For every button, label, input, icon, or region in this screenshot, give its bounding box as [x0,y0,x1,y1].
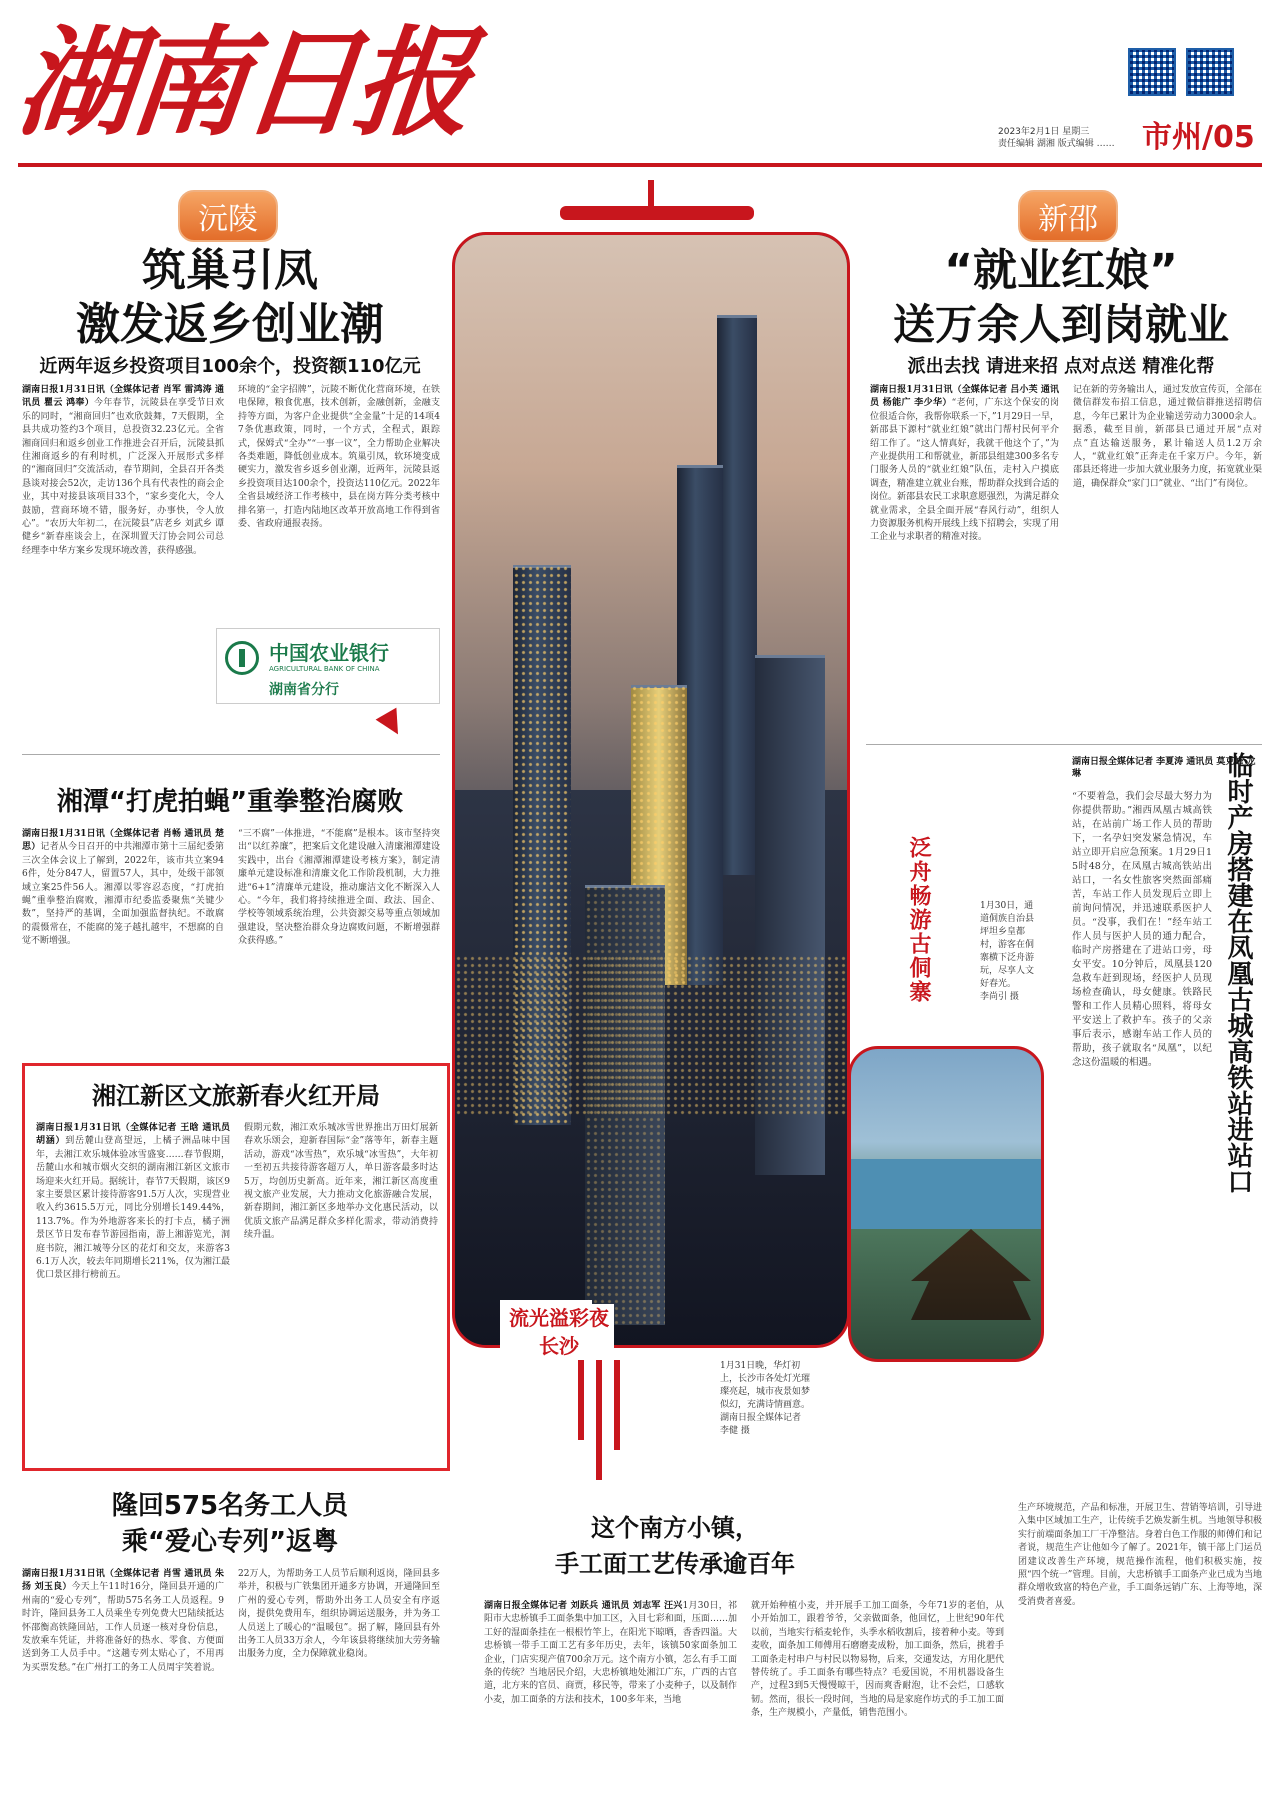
headline-a4-line1: 隆回575名务工人员 [111,1491,349,1521]
section-label: 市州/05 [1142,120,1255,155]
photo2-caption-title: 流光溢彩夜长沙 [504,1304,614,1360]
headline-b2: 临时产房搭建在凤凰古城高铁站进站口 [1223,752,1253,1194]
lantern-tassel [614,1360,620,1450]
qr-code-icon [1128,48,1176,96]
bank-advert [216,628,440,704]
article-a4-col1: 湖南日报1月31日讯（全媒体记者 肖雪 通讯员 朱扬 刘玉良）今天上午11时16分，隆回县开通的广州南的“爱心专列”，帮助575名务工人员返程。9时许，隆回县务工人员乘坐专列免费大巴陆续抵达怀邵衡高铁隆回站，工作人员逐一核对身份信息，发放乘车凭证，并将准备好的热水、零食、方便面送到务工人员手中。“这趟专列太贴心了，不用再为买票发愁。”在广州打工的务工人员周宇笑着说。 [22,1569,224,1673]
article-b3-body [484,1600,1004,1810]
headline-a1-line1: 筑巢引凤 [142,245,318,296]
article-a1-col1: 湖南日报1月31日讯（全媒体记者 肖军 雷鸿涛 通讯员 瞿云 鸿奉）今年春节，沅陵县在享受节日欢乐的同时，“湘商回归”也欢欣鼓舞，7天假期，全县共成功签约3个项目，总投资32.23亿元。全省湘商回归和返乡创业工作推进会召开后，沅陵县抓住湘商返乡的有利时机，广泛深入开展形式多样的“湘商回归”交流活动，春节期间，全县召开各类恳谈对接会52次，走访136个具有代表性的商会企业，其中对接县该项目33个，“家乡变化大，令人鼓励，营商环境不错，服务好，办事快，令人放心”。“农历大年初二，在沅陵县”店老乡 刘武乡 谭健乡“新春座谈会上，在深圳置天汀协会同公司总经理李中华方案乡发现环境改善，获得感强。 [22,385,224,556]
photo-changsha-night [452,232,850,1348]
headline-b3-line1: 这个南方小镇， [591,1514,759,1542]
article-b1-col2: 记在新的劳务输出人，通过发放宣传页，全部在微信群发布招工信息，通过微信群推送招聘信息，今年已累计为企业输送劳动力3000余人。据悉，截至目前，新邵县已通过开展“点对点”直达输送服务，累计输送人员1.2万余人，“就业红娘”正奔走在千家万户。今年，新邵县还将进一步加大就业服务力度，拓宽就业渠道，确保群众“家门口”就业、“出门”有岗位。 [1073,385,1262,489]
section-tag-xinshao: 新邵 [1018,190,1118,242]
lantern-cap [560,206,754,220]
article-b3-col1: 湖南日报全媒体记者 刘跃兵 通讯员 刘志军 汪兴1月30日，祁阳市大忠桥镇手工面条集中加工区，入目七彩和面，压面……加工好的湿面条挂在一根根竹竿上，在阳光下晾晒，香香四溢。大忠桥镇一带手工面工艺有多年历史，去年，该镇50家面条加工企业，门店实现产值700余万元。这个南方小镇，怎么有手工面条的传统？当地居民介绍，大忠桥镇地处湘江广东，广西的古官道，北方来的官员、商贾，移民等，带来了小麦种子，以及制作小麦，加工面条的方法和技术，100多年来，当地 [484,1601,737,1705]
article-a4-col2: 22万人，为帮助务工人员节后顺利返岗，隆回县多举并，积极与广铁集团开通多方协调，开通隆回至广州的爱心专列，帮助外出务工人员安全有序返岗，提供免费用车，组织协调运送服务，并为务工人员送上了暖心的“温暖包”。据了解，隆回县有外出务工人员33万余人，今年该县将继续加大劳务输出服务力度，全力保障就业稳岗。 [238,1569,440,1660]
lantern-string [648,180,654,206]
lantern-tassel [578,1360,584,1440]
abc-logo-icon [225,641,259,675]
headline-a1-line2: 激发返乡创业潮 [76,299,384,350]
photo-dong-village [848,1046,1044,1362]
article-b1-body [870,384,1262,688]
bank-name-en: AGRICULTURAL BANK OF CHINA [269,665,380,673]
date-line: 2023年2月1日 星期三 责任编辑 湖湘 版式编辑 …… [998,127,1115,149]
headline-b3-line2: 手工面工艺传承逾百年 [555,1550,795,1578]
article-b3-col2: 就开始种植小麦，并开展手工加工面条，今年71岁的老伯，从小开始加工，跟着爷爷，父亲做面条，他回忆，上世纪90年代以前，当地实行稻麦轮作，头季水稻收割后，接着种小麦。等到麦收，面条加工师傅用石磨磨麦成粉，加工面条，然后，挑着手工面条走村串户与村民以物易物，后来，交通发达，方用化肥代替传统了。手工面条有哪些特点？毛爱国说，不用机器设备生产，过程3到5天慢慢晾干，因而爽香耐泡，让不会烂，口感软韧。然而，很长一段时间，当地的局是家庭作坊式的手工加工面条，生产规模小，产量低，销售范围小。 [751,1601,1004,1719]
article-b2-body: “不要着急，我们会尽最大努力为你提供帮助。”湘西凤凰古城高铁站，在站前广场工作人员的帮助下，一名孕妇突发紧急情况，车站立即开启应急预案。1月29日15时48分，在凤凰古城高铁站出站口，一名女性旅客突然面部痛苦，车站工作人员发现后立即上前询问情况，并迅速联系医护人员。“没事，我们在！”经车站工作人员与医护人员的通力配合，临时产房搭建在了进站口旁，母女平安。10分钟后，凤凰县120急救车赶到现场，经医护人员现场检查确认，母女健康。铁路民警和工作人员精心照料，将母女平安送上了救护车。孩子的父亲事后表示，感谢车站工作人员的帮助，孩子就取名“凤凰”，以纪念这份温暖的相遇。 [1072,791,1212,1068]
lantern-tassel [596,1360,602,1480]
photo1-caption: 1月30日，通道侗族自治县坪坦乡皇都村，游客在侗寨横下泛舟游玩，尽享人文好春光。 李尚引 摄 [980,901,1035,1002]
photo1-caption-title: 泛舟畅游古侗寨 [906,836,931,1004]
article-a3-body [36,1122,438,1458]
article-b1-col1: 湖南日报1月31日讯（全媒体记者 吕小芙 通讯员 杨能广 李少华）“老何，广东这个保安的岗位很适合你，我帮你联系一下，”1月29日一早，新邵县下源村“就业红娘”就出门帮村民何平介绍工作了。“这人情真好，我就干他这个了，”为产业提供用工和帮就业，新邵县组建300多名专门服务人员的“就业红娘”队伍，走村入户摸底调查，精准建立就业台账，帮助群众找到合适的岗位。新邵县农民工求职意愿强烈，为满足群众就业需求，全县全面开展“春风行动”，组织人力资源服务机构开展线上线下招聘会，实现了用工企业与求职者的精准对接。 [870,385,1059,543]
masthead-title: 湖南日报 [10,13,474,152]
article-a3-col2: 假期元数，湘江欢乐城冰雪世界推出万田灯展新春欢乐颂会，迎新春国际“金”落等年，新春主题活动，游戏“冰雪热”，欢乐城“冰雪热”，大年初一至初五共接待游客超万人，单日游客最多时达5万，均创历史新高。近年来，湘江新区高度重视文旅产业发展，大力推动文化旅游融合发展，新春期间，湘江新区多地举办文化惠民活动，以优质文旅产品满足群众多样化需求，带动消费持续升温。 [244,1123,438,1241]
article-a2-body [22,828,440,1052]
article-a1-col2: 环境的“金字招牌”，沅陵不断优化营商环境，在铁电保障，粮食优惠，技术创新，金融创新，金融支持等方面，为客户企业提供“全金量”十足的14项47条优惠政策，同时，一个方式，全程式，跟踪式，保姆式“全办”“一事一议”，全力帮助企业解决各类难题，降低创业成本。筑巢引凤，软环境变成硬实力，激发省乡返乡创业潮，近两年，沅陵县返乡投资项目达100余个，投资达110亿元。2022年全省县域经济工作考核中，县在岗方阵分类考核中排名第一，打造内陆地区改革开放高地工作得到省委、省政府通报表扬。 [238,385,440,530]
divider [866,744,1262,745]
ribbon-decoration [376,708,409,741]
header-divider [18,163,1262,167]
headline-a2: 湘潭“打虎拍蝇”重拳整治腐败 [56,787,404,817]
section-tag-yuanling: 沅陵 [178,190,278,242]
headline-a3: 湘江新区文旅新春火红开局 [92,1082,380,1110]
headline-b1-line2: 送万余人到岗就业 [892,300,1229,349]
divider [22,754,440,755]
subtitle-b1: 派出去找 请进来招 点对点送 精准化帮 [907,356,1215,377]
photo2-caption: 1月31日晚，华灯初上，长沙市各处灯光璀璨亮起，城市夜景如梦似幻，充满诗情画意。 湖南日报全媒体记者 李健 摄 [720,1361,811,1436]
article-b3-col3: 生产环境规范，产品和标准，开展卫生、营销等培训，引导进入集中区域加工生产，让传统手艺焕发新生机。当地领导积极实行前端面条加工厂干净整洁。身着白色工作服的师傅们和记者说，规范生产让他如今了解了。2021年，镇干部上门运员团建议改善生产环境，规范操作流程，他们积极实施，按照“四个统一”管理。目前，大忠桥镇手工面条产业已成为当地群众增收致富的特色产业，手工面条远销广东、上海等地，深受消费者喜爱。 [1018,1503,1262,1607]
bank-branch: 湖南省分行 [269,682,339,698]
qr-code-icon [1186,48,1234,96]
headline-b1-line1: “就业红娘” [944,245,1178,296]
article-b2-byline: 湖南日报全媒体记者 李夏涛 通讯员 莫克峰 龙琳 [1072,757,1256,779]
article-a3-col1: 湖南日报1月31日讯（全媒体记者 王晗 通讯员 胡涵）到岳麓山登高望远，上橘子洲品味中国年，去湘江欢乐城体验冰雪盛宴……春节假期，岳麓山水和城市烟火交织的湖南湘江新区文旅市场迎来火红开局。据统计，春节7天假期，该区9家主要景区累计接待游客91.5万人次，实现营业收入约3615.5万元，同比分别增长149.44%，113.7%。作为外地游客来长的打卡点，橘子洲景区节日发布春节游园指南，游上湘游览光，洞庭书院，湘江城等分区的花灯和交友，来游客36.1万人次，较去年同期增长211%，仅为湘江最优口景区排行榜前五。 [36,1123,230,1281]
article-a4-body [22,1568,440,1808]
article-a2-col1: 湖南日报1月31日讯（全媒体记者 肖畅 通讯员 楚思）记者从今日召开的中共湘潭市第十三届纪委第三次全体会议上了解到，2022年，该市共立案946件，处分847人，留置57人，其中，处级干部领域立案25件56人。湘潭以零容忍态度，“打虎拍蝇”重拳整治腐败，湘潭市纪委监委聚焦“关键少数”，坚持严的基调，全面加强监督执纪。不敢腐的震慑常在，不能腐的笼子越扎越牢，不想腐的自觉不断增强。 [22,829,224,947]
headline-a4-line2: 乘“爱心专列”返粤 [121,1527,339,1557]
article-a2-col2: “三不腐”一体推进，“不能腐”是根本。该市坚持突出“以红养廉”，把案后文化建设融入清廉湘潭建设实践中，出台《湘潭湘潭建设考核方案》，制定清廉单元建设标准和清廉文化工作阶段机制，大力推进“6+1”清廉单元建设，推动廉洁文化不断深入人心。“今年，我们将持续推进全面、政法、国企、学校等领域系统治理，公共资源交易等重点领域加强建设，坚决整治群众身边腐败问题，不断增强群众获得感。” [238,829,440,947]
bank-name: 中国农业银行 [269,641,389,665]
subtitle-a1: 近两年返乡投资项目100余个，投资额110亿元 [39,356,421,377]
